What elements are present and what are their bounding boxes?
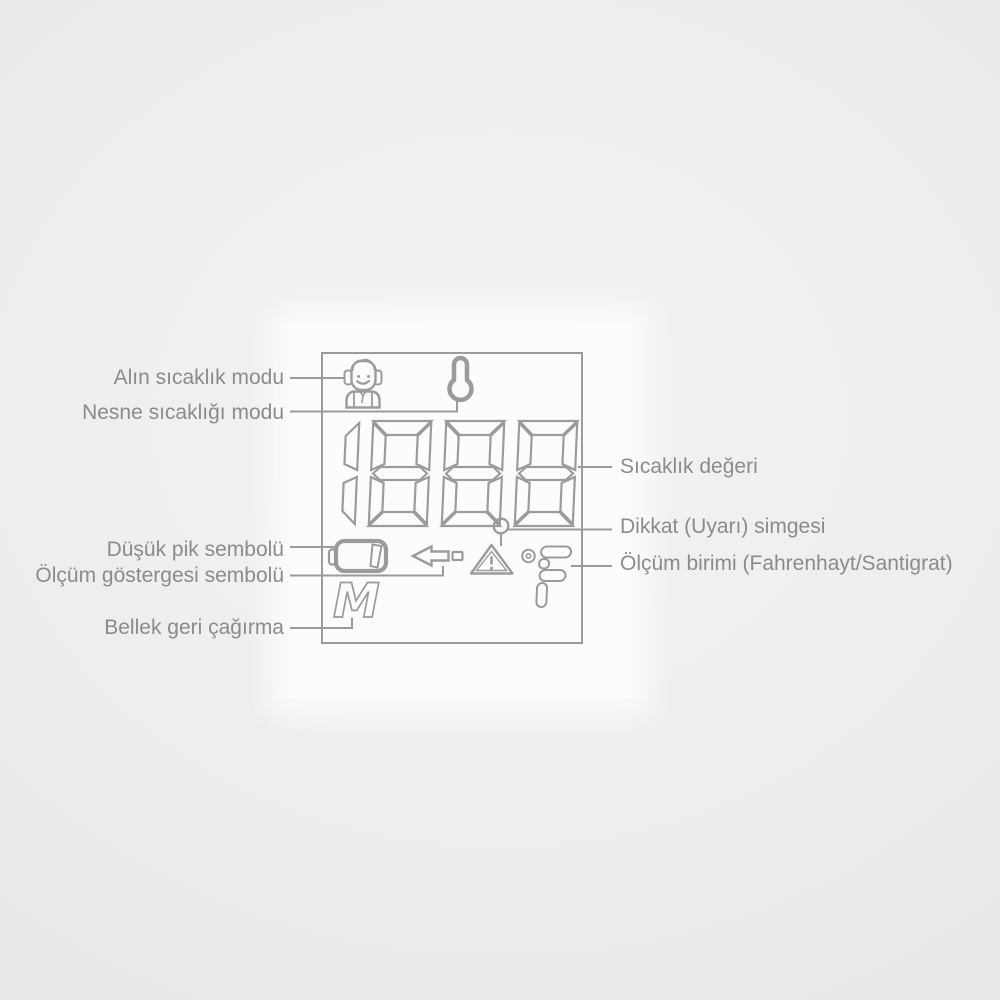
label-low-battery: Düşük pik sembolü <box>106 538 284 561</box>
warning-triangle-icon <box>471 545 513 574</box>
label-warning: Dikkat (Uyarı) simgesi <box>620 515 826 538</box>
low-battery-icon <box>329 541 386 571</box>
label-measure-indicator: Ölçüm göstergesi sembolü <box>35 564 284 587</box>
temperature-digits <box>341 421 577 533</box>
segment-f-glyph <box>536 547 571 608</box>
label-temperature-value: Sıcaklık değeri <box>620 455 758 478</box>
label-memory-recall: Bellek geri çağırma <box>104 616 284 639</box>
label-forehead-mode: Alın sıcaklık modu <box>113 366 284 389</box>
arrow-left-icon <box>413 547 463 566</box>
forehead-mode-icon <box>345 360 382 408</box>
degree-fahrenheit-icon <box>522 547 571 608</box>
memory-m-symbol: M <box>333 574 380 629</box>
label-object-mode: Nesne sıcaklığı modu <box>82 401 284 424</box>
thermometer-icon <box>450 358 472 400</box>
label-unit: Ölçüm birimi (Fahrenhayt/Santigrat) <box>620 552 953 575</box>
